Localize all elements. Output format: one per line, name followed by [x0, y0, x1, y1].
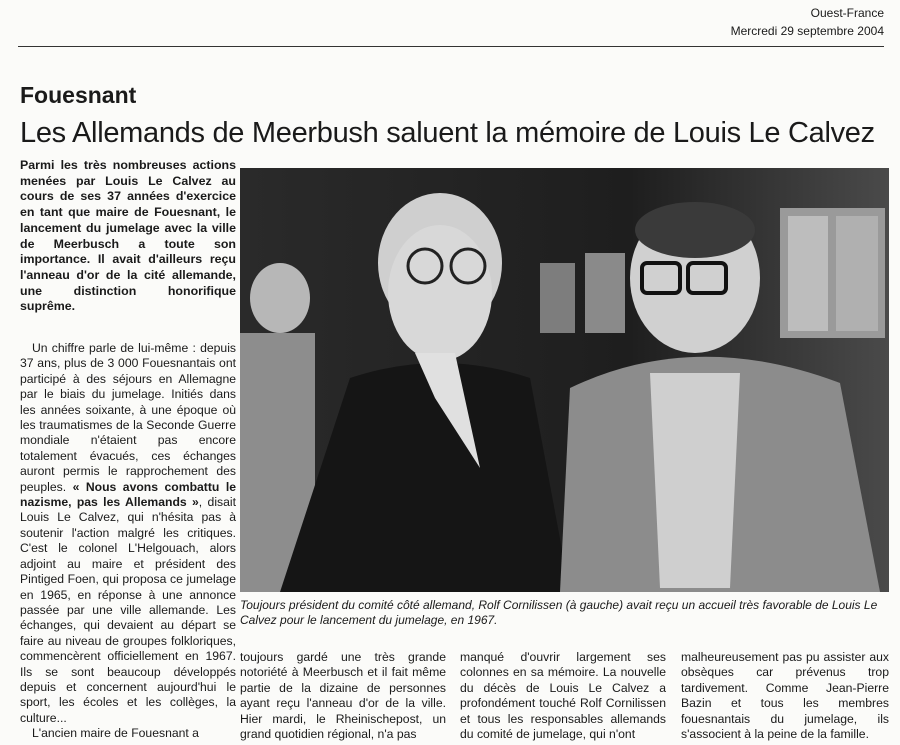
article-column-1 — [20, 341, 236, 742]
column-1-quote: « Nous avons combattu le nazisme, pas les Allemands » — [20, 479, 237, 510]
header-rule — [18, 46, 884, 47]
article-column-4: malheureusement pas pu assister aux obsèques car prévenus trop tardivement. Comme Jean-Pierre Bazin et tous les membres fouesnantais du jumelage, ils s'associent à la peine de la famille. — [681, 650, 889, 742]
column-1-paragraph-1 — [20, 341, 236, 726]
section-title: Fouesnant — [20, 82, 137, 108]
photo-caption: Toujours président du comité côté allemand, Rolf Cornilissen (à gauche) avait reçu un accueil très favorable de Louis Le Calvez pour le lancement du jumelage, en 1967. — [240, 598, 878, 627]
photo-illustration — [240, 168, 889, 592]
column-1-text-after-quote: , disait Louis Le Calvez, qui n'hésita pas à soutenir l'action malgré les critiques. C'est le colonel L'Helgouach, alors adjoint au maire et président des Pintiged Foen, qui proposa ce jumelage en 1965, en réponse à une annonce passée par une ville allemande. Les échanges, qui devaient au départ se faire au niveau de groupes folkloriques, commencèrent officiellement en 1967. Ils se sont beaucoup développés depuis et concernent aujourd'hui le sport, les écoles et les collèges, la culture... — [20, 495, 236, 725]
article-photo — [240, 168, 889, 592]
article-column-3: manqué d'ouvrir largement ses colonnes en sa mémoire. La nouvelle du décès de Louis Le Calvez a profondément touché Rolf Cornilissen et tous les responsables allemands du comité de jumelage, qui n'ont — [460, 650, 666, 742]
article-column-2: toujours gardé une très grande notoriété à Meerbusch et il fait même partie de la dizaine de personnes ayant reçu l'anneau d'or de la ville. Hier mardi, le Rheinischepost, un grand quotidien régional, n'a pas — [240, 650, 446, 742]
article-lead: Parmi les très nombreuses actions menées par Louis Le Calvez au cours de ses 37 années d'exercice en tant que maire de Fouesnant, le lancement du jumelage avec la ville de Meerbusch a toute son importance. Il avait d'ailleurs reçu l'anneau d'or de la cité allemande, une distinction honorifique suprême. — [20, 158, 236, 314]
publication-date: Mercredi 29 septembre 2004 — [730, 24, 884, 38]
column-1-text-before-quote: Un chiffre parle de lui-même : depuis 37 ans, plus de 3 000 Fouesnantais ont participé à des séjours en Allemagne par le biais du jumelage. Initiés dans les années soixante, à une époque où les traumatismes de la Seconde Guerre mondiale n'étaient pas encore totalement évacués, ces échanges auront permis le rapprochement des peuples. — [20, 341, 236, 494]
headline: Les Allemands de Meerbush saluent la mémoire de Louis Le Calvez — [20, 117, 875, 149]
publication-name: Ouest-France — [810, 6, 884, 20]
column-1-paragraph-2: L'ancien maire de Fouesnant a — [32, 726, 199, 741]
